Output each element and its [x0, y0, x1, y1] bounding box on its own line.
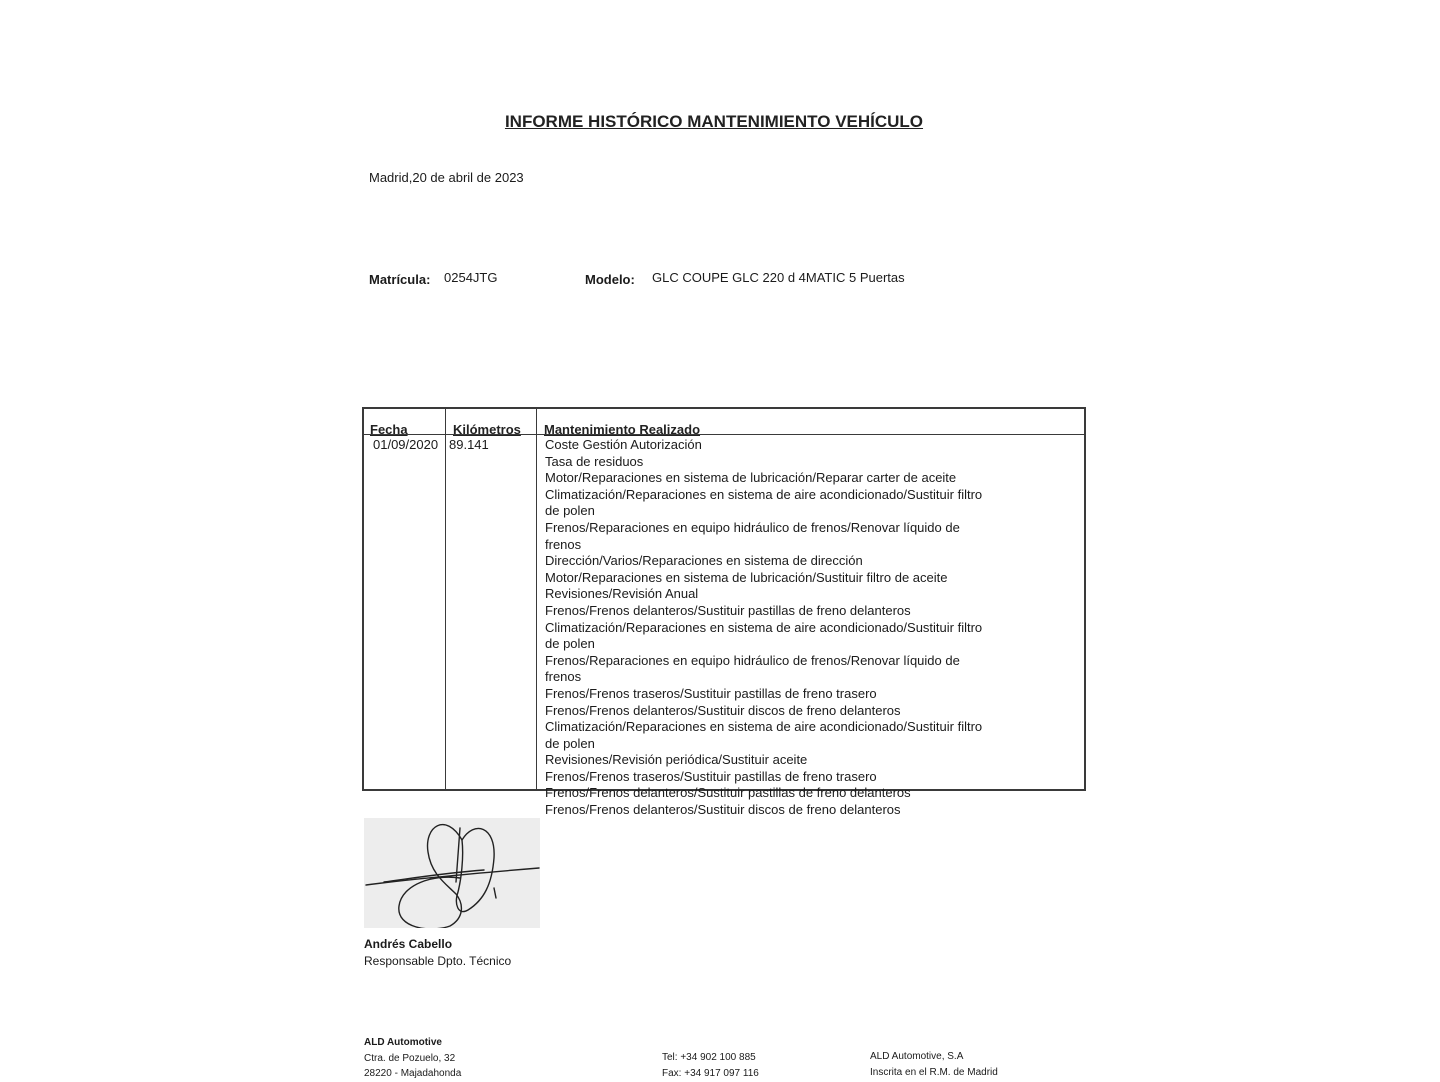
- footer-registry: Inscrita en el R.M. de Madrid: [870, 1066, 998, 1078]
- footer-address: [364, 1035, 461, 1082]
- plate-value: 0254JTG: [444, 270, 498, 285]
- maintenance-item: Coste Gestión Autorización: [545, 437, 702, 452]
- header-km: Kilómetros: [453, 422, 521, 437]
- maintenance-item: Frenos/Frenos delanteros/Sustituir discos de freno delanteros: [545, 702, 901, 718]
- maintenance-item: Frenos/Frenos traseros/Sustituir pastillas de freno trasero: [545, 768, 877, 784]
- maintenance-item: Motor/Reparaciones en sistema de lubricación/Reparar carter de aceite: [545, 470, 957, 486]
- footer-fax: Fax: +34 917 097 116: [662, 1067, 759, 1079]
- maintenance-item: Frenos/Reparaciones en equipo hidráulico de frenos/Renovar líquido de frenos: [545, 519, 960, 552]
- maintenance-item: Motor/Reparaciones en sistema de lubricación/Sustituir filtro de aceite: [545, 569, 948, 585]
- model-value: GLC COUPE GLC 220 d 4MATIC 5 Puertas: [652, 270, 905, 285]
- header-date: Fecha: [370, 422, 408, 437]
- place-date: Madrid,20 de abril de 2023: [369, 170, 524, 185]
- maintenance-item: Frenos/Frenos delanteros/Sustituir pastillas de freno delanteros: [545, 602, 911, 618]
- signatory-name: Andrés Cabello: [364, 937, 453, 951]
- maintenance-item: Frenos/Frenos delanteros/Sustituir discos de freno delanteros: [545, 802, 901, 818]
- footer-tel: Tel: +34 902 100 885: [662, 1052, 756, 1063]
- footer-legal: [870, 1049, 998, 1080]
- maintenance-item: Dirección/Varios/Reparaciones en sistema de dirección: [545, 553, 863, 569]
- maintenance-item: Frenos/Frenos traseros/Sustituir pastillas de freno trasero: [545, 685, 877, 701]
- signature-image: [364, 818, 540, 928]
- handwritten-signature: [364, 818, 540, 928]
- column-divider: [536, 409, 537, 789]
- header-maintenance: Mantenimiento Realizado: [544, 422, 701, 437]
- model-label: Modelo:: [585, 272, 635, 287]
- maintenance-item: Climatización/Reparaciones en sistema de aire acondicionado/Sustituir filtro de polen: [545, 486, 983, 519]
- maintenance-item: Revisiones/Revisión Anual: [545, 586, 699, 602]
- maintenance-item: Frenos/Reparaciones en equipo hidráulico de frenos/Renovar líquido de frenos: [545, 652, 960, 685]
- maintenance-item: Climatización/Reparaciones en sistema de aire acondicionado/Sustituir filtro de polen: [545, 719, 983, 751]
- footer-address-line: 28220 - Majadahonda: [364, 1068, 462, 1079]
- maintenance-item: Tasa de residuos: [545, 453, 644, 469]
- maintenance-item: Revisiones/Revisión periódica/Sustituir aceite: [545, 752, 808, 768]
- maintenance-item: Climatización/Reparaciones en sistema de aire acondicionado/Sustituir filtro de polen: [545, 619, 983, 652]
- maintenance-list: [545, 437, 995, 819]
- entry-date: 01/09/2020: [373, 437, 439, 452]
- signatory-role: Responsable Dpto. Técnico: [364, 954, 512, 968]
- column-divider: [445, 409, 446, 789]
- footer-contact: [662, 1050, 759, 1081]
- maintenance-item: Frenos/Frenos delanteros/Sustituir pastillas de freno delanteros: [545, 785, 911, 801]
- maintenance-table: [362, 407, 1086, 818]
- footer-legal-name: ALD Automotive, S.A: [870, 1051, 964, 1062]
- footer-company: ALD Automotive: [364, 1037, 442, 1048]
- document-title: INFORME HISTÓRICO MANTENIMIENTO VEHÍCULO: [504, 112, 924, 131]
- footer-address-line: Ctra. de Pozuelo, 32: [364, 1052, 456, 1064]
- entry-km: 89.141: [449, 437, 489, 452]
- plate-label: Matrícula:: [369, 272, 431, 287]
